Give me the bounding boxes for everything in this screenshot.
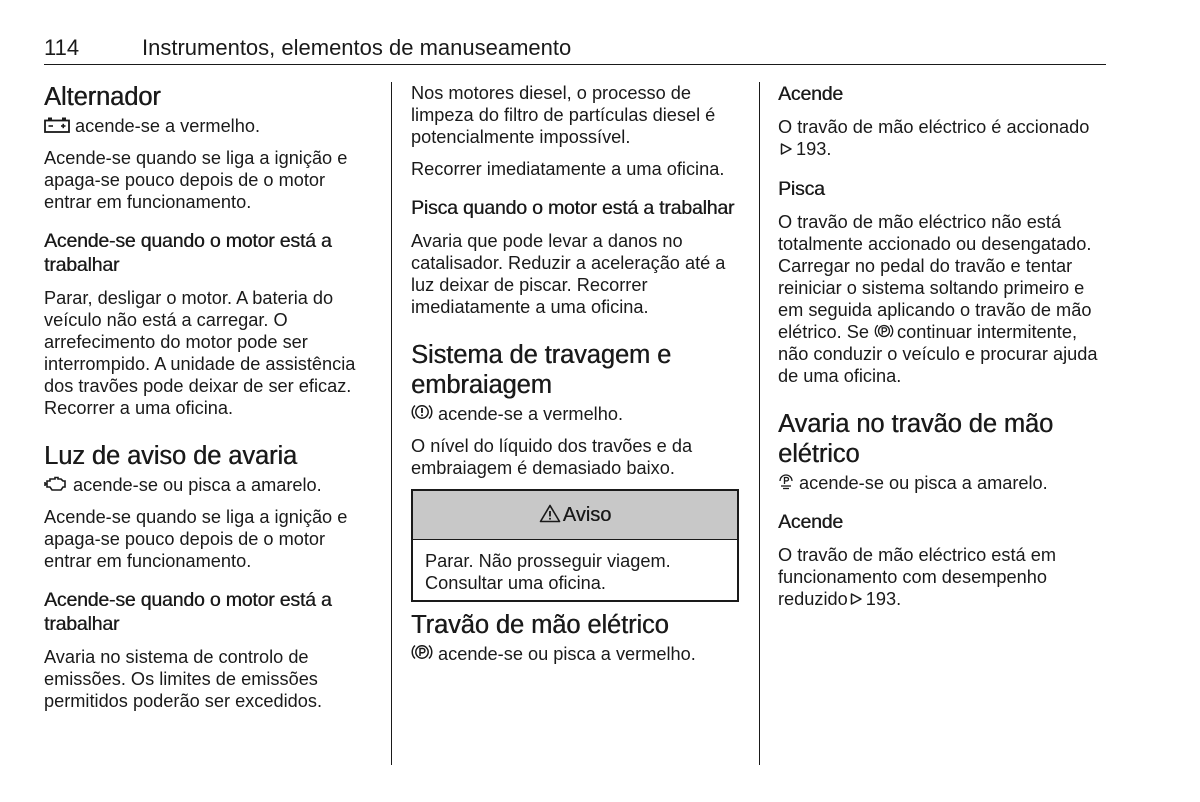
page-reference[interactable]: 193.	[796, 139, 832, 159]
avaria-indicator: acende-se ou pisca a amarelo.	[44, 474, 376, 496]
page-number: 114	[44, 35, 80, 60]
parking-brake-icon	[874, 323, 894, 339]
warning-body	[413, 540, 737, 600]
recorrer-text: Recorrer imediatamente a uma oficina.	[411, 159, 725, 179]
brake-warning-icon	[411, 403, 433, 421]
section-title-alternador: Alternador	[44, 83, 161, 111]
travagem-description: O nível do líquido dos travões e da embraiagem é demasiado baixo.	[411, 436, 693, 478]
battery-icon	[44, 117, 70, 133]
column-3	[778, 82, 1100, 621]
pisca-text: O travão de mão eléctrico não está totalmente accionado ou desengatado. Carregar no pedal do travão e tentar reiniciar o sistema soltando primeiro e em seguida aplicando o travão de mão elétrico. Se continuar intermitente, não conduzir o veículo e procurar ajuda de uma oficina.	[778, 212, 1098, 386]
subsection-title: Acende	[778, 511, 843, 533]
subsection-text: Avaria que pode levar a danos no catalisador. Reduzir a aceleração até a luz deixar de piscar. Recorrer imediatamente a uma oficina.	[411, 231, 726, 317]
warning-triangle-icon	[539, 493, 561, 541]
subsection-title: Acende-se quando o motor está a trabalhar	[44, 230, 332, 276]
warning-label: Aviso	[562, 504, 612, 526]
subsection-title: Acende-se quando o motor está a trabalhar	[44, 589, 332, 635]
warning-box	[411, 489, 739, 602]
warning-header	[413, 491, 737, 540]
column-1	[44, 82, 376, 722]
subsection-text: Avaria no sistema de controlo de emissões. Os limites de emissões permitidos poderão ser excedidos.	[44, 647, 323, 711]
section-title-avaria: Luz de aviso de avaria	[44, 442, 297, 470]
check-engine-icon	[44, 476, 68, 492]
column-divider	[759, 82, 760, 765]
avaria-mao-indicator: acende-se ou pisca a amarelo.	[778, 472, 1100, 494]
avaria-description: Acende-se quando se liga a ignição e apaga-se pouco depois de o motor entrar em funcionamento.	[44, 507, 348, 571]
alternador-description: Acende-se quando se liga a ignição e apaga-se pouco depois de o motor entrar em funcionamento.	[44, 148, 348, 212]
subsection-title: Pisca quando o motor está a trabalhar	[411, 197, 735, 219]
column-2	[411, 82, 741, 675]
column-divider	[391, 82, 392, 765]
reference-arrow-icon	[780, 139, 793, 161]
reference-arrow-icon	[850, 589, 863, 611]
travao-mao-indicator: acende-se ou pisca a vermelho.	[411, 643, 741, 665]
section-title-travagem: Sistema de travagem e embraiagem	[411, 341, 672, 399]
travagem-indicator: acende-se a vermelho.	[411, 403, 741, 425]
page-reference[interactable]: 193.	[865, 589, 902, 609]
parking-brake-fault-icon	[778, 473, 794, 490]
warning-text: Parar. Não prosseguir viagem. Consultar uma oficina.	[425, 551, 671, 593]
avaria-mao-acende-text: O travão de mão eléctrico está em funcionamento com desempenho reduzido 193.	[778, 545, 1056, 609]
subsection-text: Parar, desligar o motor. A bateria do veículo não está a carregar. O arrefecimento do motor pode ser interrompido. A unidade de assistência dos travões pode deixar de ser eficaz. Recorrer a uma oficina.	[44, 288, 356, 418]
diesel-text: Nos motores diesel, o processo de limpeza do filtro de partículas diesel é potencialmente impossível.	[411, 83, 716, 147]
subsection-title: Pisca	[778, 178, 825, 200]
parking-brake-icon	[411, 643, 433, 661]
section-title-travao-mao: Travão de mão elétrico	[411, 611, 669, 639]
page-header	[44, 34, 1106, 65]
page-title: Instrumentos, elementos de manuseamento	[142, 35, 572, 60]
acende-text: O travão de mão eléctrico é accionado193.	[778, 117, 1090, 159]
subsection-title: Acende	[778, 83, 843, 105]
section-title-avaria-mao: Avaria no travão de mão elétrico	[778, 410, 1054, 468]
alternador-indicator: acende-se a vermelho.	[44, 115, 376, 137]
